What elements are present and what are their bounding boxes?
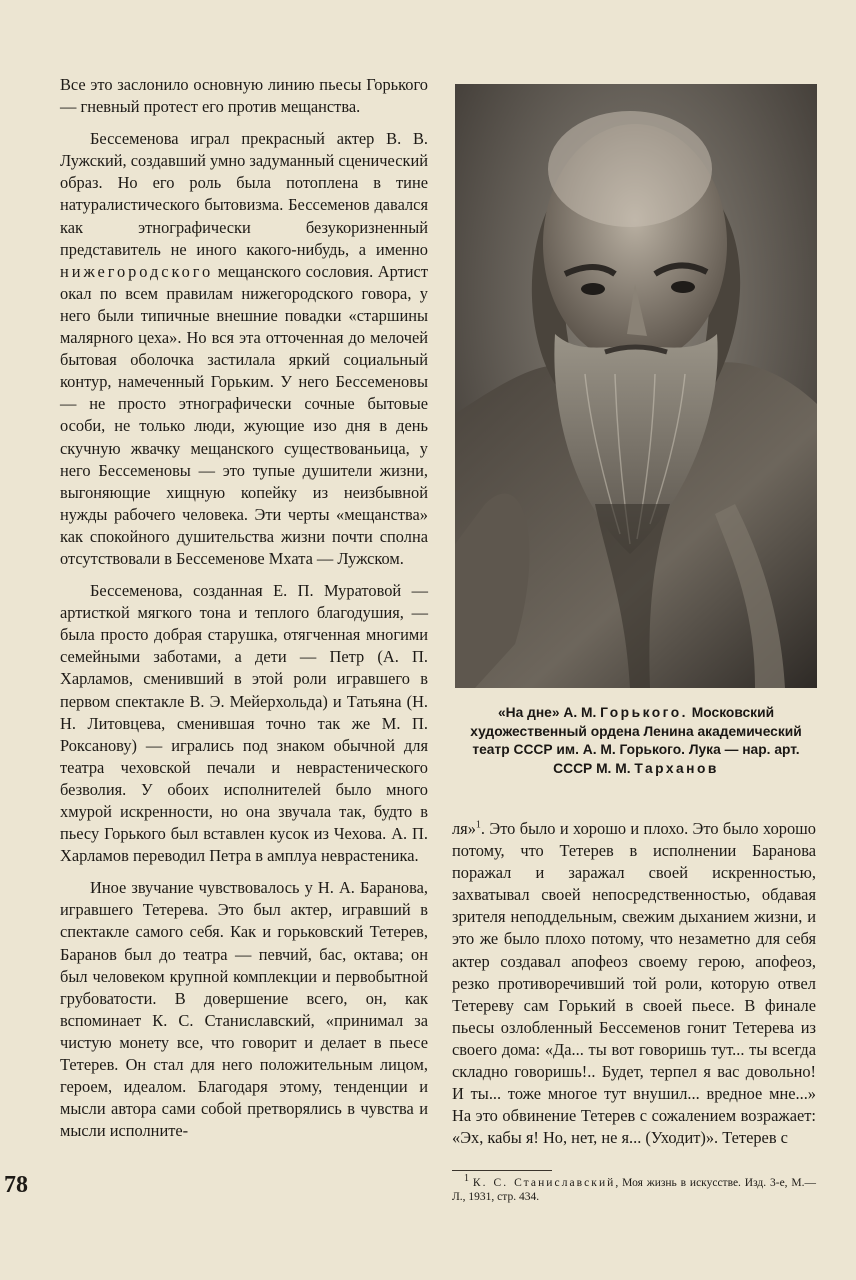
paragraph-2-text-a: Бессеменова играл прекрасный актер В. В. Лужский, создавший умно задуманный сценический образ. Но его роль была потоплена в тине натуралистического бытовизма. Бессеменов давался как этнографически безукоризненный представитель не иного какого-нибудь, а именно bbox=[60, 129, 428, 259]
footnote-reference: 1 bbox=[475, 819, 481, 831]
photo-caption bbox=[452, 704, 820, 778]
paragraph-4: Иное звучание чувствовалось у Н. А. Баранова, игравшего Тетерева. Это был актер, игравший в спектакле самого себя. Как и горьковский Тетерев, Баранов был до театра — певчий, бас, октава; он был человеком крупной комплекции и первобытной грубоватости. В довершение всего, он, как вспоминает К. С. Станиславский, «принимал за чистую монету все, что говорит и делает в пьесе Тетерев. Он стал для него положительным лицом, героем, идеалом. Благодаря этому, тенденции и мысли автора сами собой претворялись в чувства и мысли исполните- bbox=[60, 878, 428, 1141]
footnote-divider bbox=[452, 1170, 552, 1171]
page-number: 78 bbox=[4, 1172, 28, 1198]
footnote-mark: 1 bbox=[464, 1173, 469, 1185]
portrait-illustration bbox=[455, 84, 817, 688]
footnote-text: , Моя жизнь в искусстве. Изд. 3-е, М.—Л., 1931, стр. 434. bbox=[452, 1177, 817, 1203]
right-paragraph bbox=[452, 818, 816, 1149]
right-text-b: . Это было и хорошо и плохо. Это было хорошо потому, что Тетерев в исполнении Баранова поражал и заражал своей искренностью, захватывал своей непосредственностью, обдавая зрителя неподдельным, свежим дыханием жизни, и это же было плохо потому, что незаметно для себя актер создавал апофеоз своему герою, апофеоз, резко противоречивший той роли, которую отвел Тетереву сам Горький в своей пьесе. В финале пьесы озлобленный Бессеменов гонит Тетерева из своего дома: «Да... ты вот говоришь тут... ты всегда складно говоришь!.. Будет, терпел я вас довольно! И ты... тоже многое тут внушил... вредное мне...» На это обвинение Тетерев с сожалением возражает: «Эх, кабы я! Но, нет, не я... (Уходит)». Тетерев с bbox=[452, 819, 816, 1148]
footnote-author: К. С. Станиславский bbox=[472, 1177, 616, 1189]
paragraph-3: Бессеменова, созданная Е. П. Муратовой — артисткой мягкого тона и теплого благодушия, — была просто добрая старушка, отягченная многими семейными заботами, а дети — Петр (А. П. Харламов, сменивший в этой роли игравшего в первом спектакле В. Э. Мейерхольда) и Татьяна (Н. Н. Литовцева, сменившая точно так же М. П. Роксанову) — игрались под знаком обычной для театра чеховской печали и неврастенического безволия. У обоих исполнителей было много хмурой искренности, но она звучала так, будто в пьесу Горького был вставлен кусок из Чехова. А. П. Харламов переводил Петра в амплуа неврастеника. bbox=[60, 581, 428, 866]
right-text-column bbox=[452, 818, 816, 1149]
caption-text-a: «На дне» А. М. bbox=[497, 705, 601, 720]
left-text-column bbox=[60, 74, 428, 1142]
caption-text-b: Московский художественный ордена Ленина академический театр СССР им. А. М. Горького. Лука — нар. арт. СССР М. М. bbox=[470, 705, 802, 776]
paragraph-2-text-b: мещанского сословия. Артист окал по всем правилам нижегородского говора, у него были типичные внешние повадки «старшины малярного цеха». Но вся эта отточенная до мелочей бытовая оболочка застилала яркий социальный контур, намеченный Горьким. У него Бессеменовы — не просто этнографически сочные бытовые особи, не только люди, жующие изо дня в день скучную жвачку мещанского существованьица, у него Бессеменовы — это тупые душители жизни, выгоняющие хищную копейку из неизбывной нужды рабочего человека. Эти черты «мещанства» как спокойного душительства жизни почти сполна отсутствовали в Бессеменове Мхата — Лужском. bbox=[60, 261, 428, 568]
paragraph-2 bbox=[60, 128, 428, 570]
caption-author-name: Горького. bbox=[600, 705, 688, 720]
caption-actor-name: Тарханов bbox=[634, 760, 719, 776]
portrait-photo bbox=[455, 84, 817, 688]
paragraph-1: Все это заслонило основную линию пьесы Горького — гневный протест его против мещанства. bbox=[60, 75, 428, 117]
paragraph-2-spaced-word: нижегородского bbox=[60, 261, 214, 281]
right-text-a: ля» bbox=[452, 819, 476, 838]
footnote bbox=[452, 1173, 817, 1204]
